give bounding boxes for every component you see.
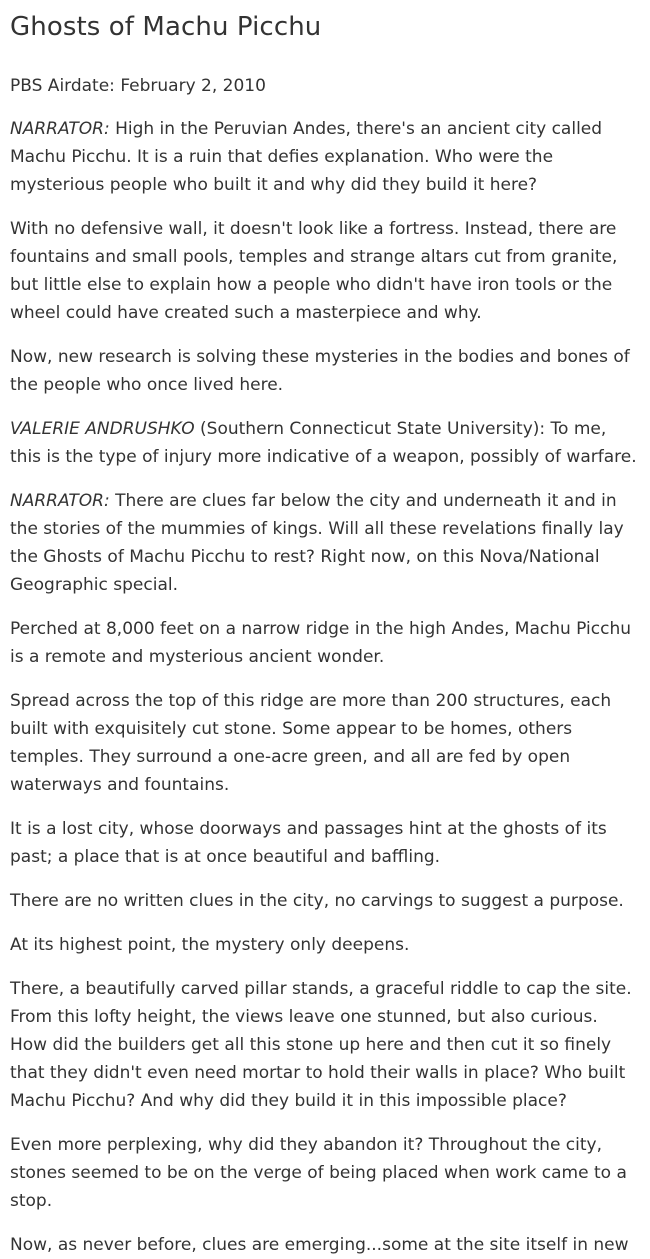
paragraph: There are no written clues in the city, no carvings to suggest a purpose. bbox=[10, 891, 624, 911]
speaker-label: NARRATOR: bbox=[10, 119, 110, 139]
paragraph-cut-off: Now, as never before, clues are emerging...some at the site itself in new bbox=[10, 1235, 629, 1255]
paragraph: At its highest point, the mystery only deepens. bbox=[10, 935, 410, 955]
speaker-label: VALERIE ANDRUSHKO bbox=[10, 419, 195, 439]
paragraph-text: High in the Peruvian Andes, there's an ancient city called Machu Picchu. It is a ruin that defies explanation. Who were the mysterious people who built it and why did they build it here? bbox=[10, 119, 603, 195]
speaker-label: NARRATOR: bbox=[10, 491, 110, 511]
paragraph-narrator-intro bbox=[10, 115, 640, 199]
paragraph: Spread across the top of this ridge are more than 200 structures, each built with exquisitely cut stone. Some appear to be homes, others temples. They surround a one-acre green, and all are fed by open waterways and fountains. bbox=[10, 691, 612, 795]
paragraph: Now, new research is solving these mysteries in the bodies and bones of the people who once lived here. bbox=[10, 347, 630, 395]
paragraph-text: (Southern Connecticut State University): To me, this is the type of injury more indicative of a weapon, possibly of warfare. bbox=[10, 419, 637, 467]
paragraph-andrushko bbox=[10, 415, 640, 471]
paragraph: Even more perplexing, why did they abandon it? Throughout the city, stones seemed to be on the verge of being placed when work came to a stop. bbox=[10, 1135, 627, 1211]
paragraph-text: There are clues far below the city and underneath it and in the stories of the mummies of kings. Will all these revelations finally lay the Ghosts of Machu Picchu to rest? Right now, on this Nova/National Geographic special. bbox=[10, 491, 624, 595]
paragraph: With no defensive wall, it doesn't look like a fortress. Instead, there are fountains and small pools, temples and strange altars cut from granite, but little else to explain how a people who didn't have iron tools or the wheel could have created such a masterpiece and why. bbox=[10, 219, 618, 323]
paragraph: It is a lost city, whose doorways and passages hint at the ghosts of its past; a place that is at once beautiful and baffling. bbox=[10, 819, 607, 867]
paragraph: Perched at 8,000 feet on a narrow ridge in the high Andes, Machu Picchu is a remote and mysterious ancient wonder. bbox=[10, 619, 632, 667]
paragraph: There, a beautifully carved pillar stands, a graceful riddle to cap the site. From this lofty height, the views leave one stunned, but also curious. How did the builders get all this stone up here and then cut it so finely that they didn't even need mortar to hold their walls in place? Who built Machu Picchu? And why did they build it in this impossible place? bbox=[10, 979, 632, 1111]
page-title: Ghosts of Machu Picchu bbox=[10, 12, 322, 42]
paragraph-narrator-clues bbox=[10, 487, 640, 599]
airdate: PBS Airdate: February 2, 2010 bbox=[10, 76, 266, 96]
